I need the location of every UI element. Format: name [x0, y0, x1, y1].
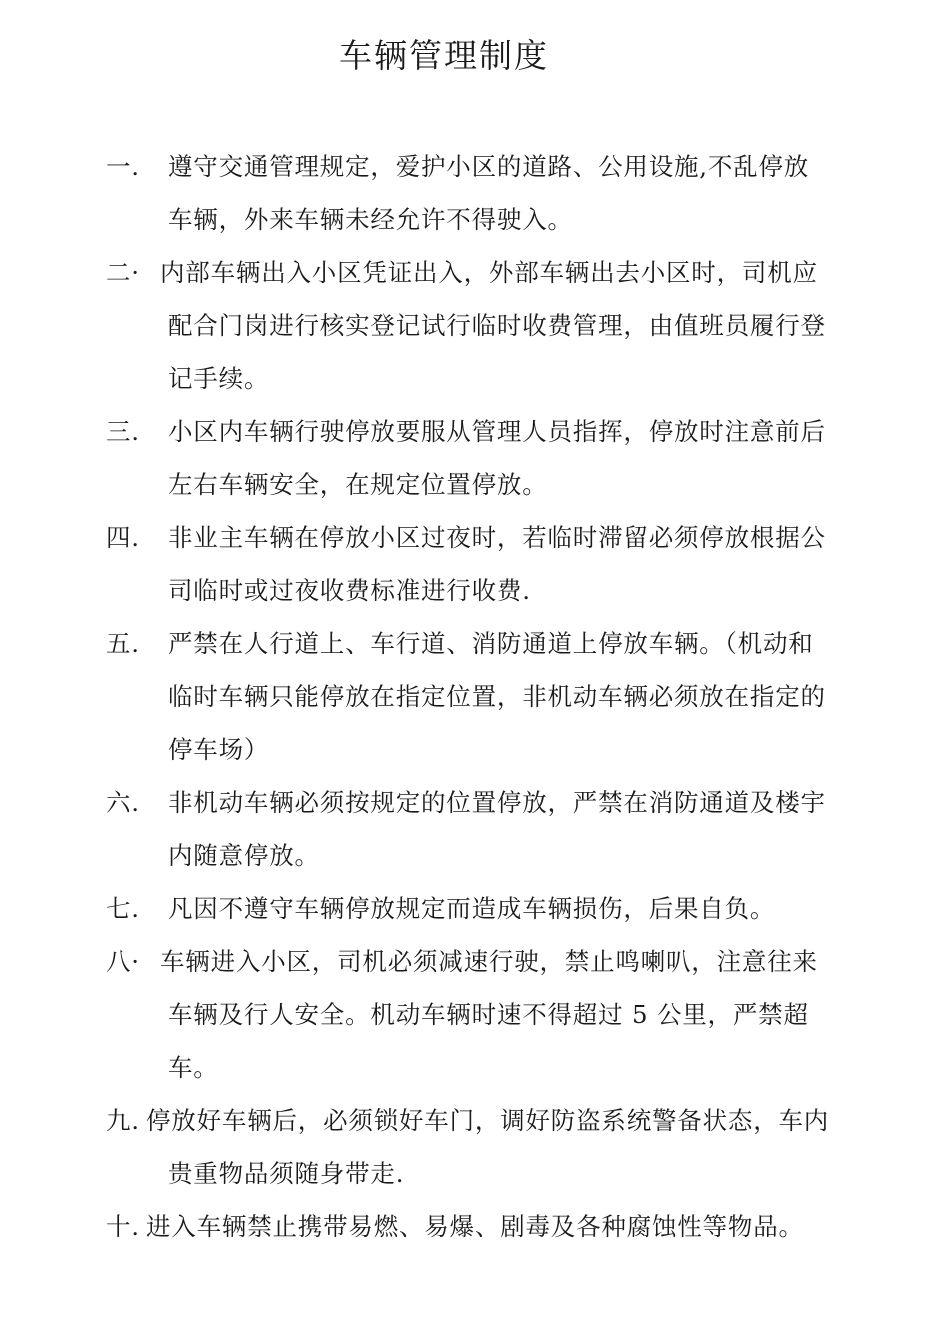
rule-line: 内随意停放。 — [168, 841, 320, 870]
rule-line: 车辆，外来车辆未经允许不得驶入。 — [168, 205, 573, 234]
rule-line: 车辆及行人安全。机动车辆时速不得超过 5 公里，严禁超 — [168, 1000, 809, 1029]
rule-number: 六. — [106, 788, 140, 817]
rule-number: 三. — [106, 417, 140, 446]
rule-item-1 — [106, 140, 852, 246]
rule-line: 严禁在人行道上、车行道、消防通道上停放车辆。（机动和 — [168, 629, 814, 658]
rule-line: 小区内车辆行驶停放要服从管理人员指挥，停放时注意前后 — [168, 417, 826, 446]
rule-number: 五. — [106, 629, 140, 658]
rule-item-4 — [106, 511, 852, 617]
rule-line: 记手续。 — [168, 364, 270, 393]
rule-item-3 — [106, 405, 852, 511]
rule-line: 贵重物品须随身带走. — [168, 1159, 405, 1188]
rule-item-8 — [106, 935, 852, 1094]
rule-line: 左右车辆安全，在规定位置停放。 — [168, 470, 548, 499]
rule-number: 四. — [106, 523, 140, 552]
rule-line: 内部车辆出入小区凭证出入，外部车辆出去小区时，司机应 — [160, 258, 818, 287]
rule-item-9 — [106, 1094, 852, 1200]
rule-item-5 — [106, 617, 852, 776]
rule-line: 停车场） — [168, 735, 270, 764]
rules-list — [106, 140, 852, 1253]
rule-item-7 — [106, 882, 852, 935]
rule-line: 非业主车辆在停放小区过夜时，若临时滞留必须停放根据公 — [168, 523, 826, 552]
rule-number: 一. — [106, 152, 140, 181]
rule-number: 十. — [106, 1212, 140, 1241]
rule-line: 配合门岗进行核实登记试行临时收费管理，由值班员履行登 — [168, 311, 826, 340]
rule-line: 车辆进入小区，司机必须减速行驶，禁止鸣喇叭，注意往来 — [160, 947, 818, 976]
rule-line: 进入车辆禁止携带易燃、易爆、剧毒及各种腐蚀性等物品。 — [146, 1212, 804, 1241]
rule-item-2 — [106, 246, 852, 405]
rule-item-6 — [106, 776, 852, 882]
rule-item-10 — [106, 1200, 852, 1253]
rule-number: 八· — [106, 947, 140, 976]
rule-line: 车。 — [168, 1053, 219, 1082]
rule-line: 司临时或过夜收费标准进行收费. — [168, 576, 531, 605]
rule-line: 停放好车辆后，必须锁好车门，调好防盗系统警备状态，车内 — [146, 1106, 830, 1135]
page-title: 车辆管理制度 — [339, 36, 549, 75]
rule-number: 九. — [106, 1106, 140, 1135]
rule-number: 七. — [106, 894, 140, 923]
rule-line: 非机动车辆必须按规定的位置停放，严禁在消防通道及楼宇 — [168, 788, 826, 817]
rule-number: 二· — [106, 258, 140, 287]
rule-line: 遵守交通管理规定，爱护小区的道路、公用设施,不乱停放 — [168, 152, 810, 181]
rule-line: 凡因不遵守车辆停放规定而造成车辆损伤，后果自负。 — [168, 894, 776, 923]
rule-line: 临时车辆只能停放在指定位置，非机动车辆必须放在指定的 — [168, 682, 826, 711]
